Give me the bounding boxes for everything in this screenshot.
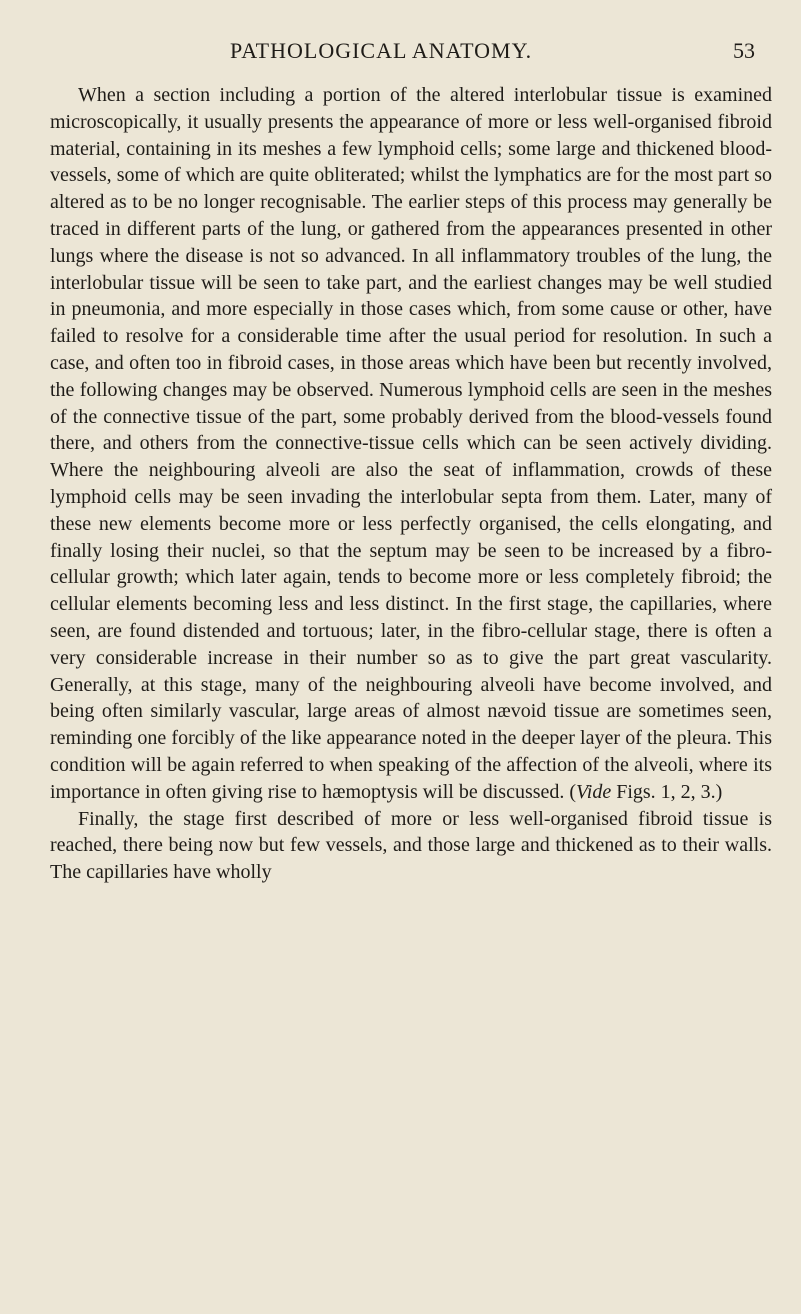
running-title: PATHOLOGICAL ANATOMY. xyxy=(230,38,533,63)
vide-reference: Vide xyxy=(576,780,612,803)
running-header xyxy=(50,38,771,68)
paragraph-1-text: When a section including a portion of the altered interlobular tissue is examined microscopically, it usually presents the appearance of more or less well-organised fibroid material, containing in its meshes a few lymphoid cells; some large and thickened blood-vessels, some of which are quite obliterated; whilst the lymphatics are for the most part so altered as to be no longer recognisable. The earlier steps of this process may generally be traced in different parts of the lung, or gathered from the appearances presented in other lungs where the disease is not so advanced. In all inflammatory troubles of the lung, the interlobular tissue will be seen to take part, and the earliest changes may be well studied in pneumonia, and more especially in those cases which, from some cause or other, have failed to resolve for a considerable time after the usual period for resolution. In such a case, and often too in fibroid cases, in those areas which have been but recently involved, the following changes may be observed. Numerous lymphoid cells are seen in the meshes of the connective tissue of the part, some probably derived from the blood-vessels found there, and others from the connective-tissue cells which can be seen actively dividing. Where the neighbouring alveoli are also the seat of inflammation, crowds of these lymphoid cells may be seen invading the interlobular septa from them. Later, many of these new elements become more or less perfectly organised, the cells elongating, and finally losing their nuclei, so that the septum may be seen to be increased by a fibro-cellular growth; which later again, tends to become more or less completely fibroid; the cellular elements becoming less and less distinct. In the first stage, the capillaries, where seen, are found distended and tortuous; later, in the fibro-cellular stage, there is often a very considerable increase in their number so as to give the part great vascularity. Generally, at this stage, many of the neighbouring alveoli have become involved, and being often similarly vascular, large areas of almost nævoid tissue are sometimes seen, reminding one forcibly of the like appearance noted in the deeper layer of the pleura. This condition will be again referred to when speaking of the affection of the alveoli, where its importance in often giving rise to hæmoptysis will be discussed. ( xyxy=(50,84,772,803)
body-text xyxy=(50,82,772,886)
paragraph-2: Finally, the stage first described of more or less well-organised fibroid tissue is reached, there being now but few vessels, and those large and thickened as to their walls. The capillaries have wholly xyxy=(50,807,772,884)
paragraph-1 xyxy=(50,82,772,806)
figure-reference: Figs. 1, 2, 3.) xyxy=(611,780,723,803)
page-number: 53 xyxy=(733,38,755,63)
